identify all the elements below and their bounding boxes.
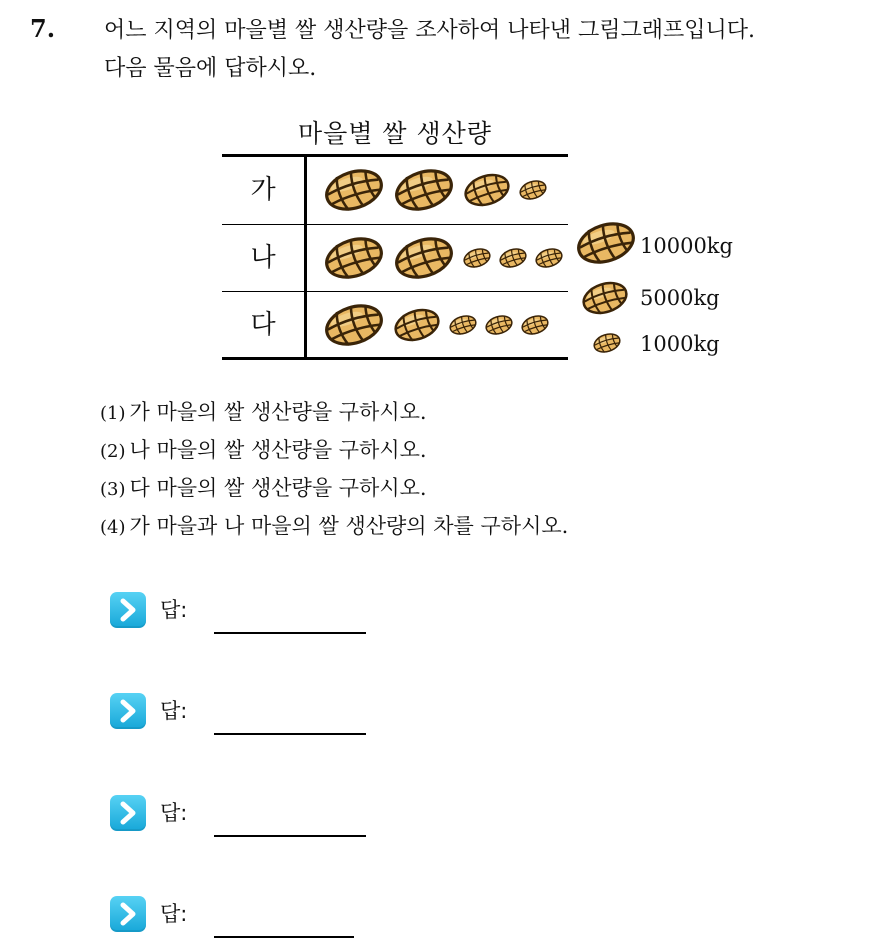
small-rice-sack-icon xyxy=(448,314,478,336)
answer-label: 답: xyxy=(160,699,188,723)
small-rice-sack-icon xyxy=(592,332,622,354)
question-text xyxy=(104,12,874,88)
sub-question-2 xyxy=(100,434,427,464)
village-label: 나 xyxy=(250,243,276,273)
large-rice-sack-icon xyxy=(392,167,456,213)
village-label: 가 xyxy=(250,175,276,205)
chevron-right-icon xyxy=(110,592,146,628)
answer-label: 답: xyxy=(160,598,188,622)
sub-question-4 xyxy=(100,510,568,540)
answer-blank[interactable] xyxy=(214,835,366,837)
large-rice-sack-icon xyxy=(392,235,456,281)
small-rice-sack-icon xyxy=(534,247,564,269)
sub-question-1 xyxy=(100,396,427,426)
pictograph-title: 마을별 쌀 생산량 xyxy=(298,119,492,148)
answer-blank[interactable] xyxy=(214,936,354,938)
chevron-right-icon xyxy=(110,795,146,831)
medium-rice-sack-icon xyxy=(392,307,442,343)
sub-question-text: 나 마을의 쌀 생산량을 구하시오. xyxy=(129,438,427,462)
small-rice-sack-icon xyxy=(484,314,514,336)
pictograph-row xyxy=(222,224,568,292)
large-rice-sack-icon xyxy=(322,167,386,213)
sub-question-number: (2) xyxy=(100,441,126,462)
medium-rice-sack-icon xyxy=(462,172,512,208)
sub-question-number: (1) xyxy=(100,403,126,424)
legend-label: 10000kg xyxy=(640,234,733,258)
small-rice-sack-icon xyxy=(520,314,550,336)
legend-label: 5000kg xyxy=(640,286,720,310)
sub-question-text: 다 마을의 쌀 생산량을 구하시오. xyxy=(129,476,427,500)
pictograph-legend xyxy=(574,220,774,370)
sub-question-number: (4) xyxy=(100,517,126,538)
chevron-right-icon xyxy=(110,896,146,932)
question-line-1: 어느 지역의 마을별 쌀 생산량을 조사하여 나타낸 그림그래프입니다. xyxy=(104,18,756,43)
question-number: 7. xyxy=(30,14,56,43)
village-label: 다 xyxy=(250,310,276,340)
small-rice-sack-icon xyxy=(462,247,492,269)
pictograph-table xyxy=(222,154,568,360)
sub-question-number: (3) xyxy=(100,479,126,500)
legend-label: 1000kg xyxy=(640,332,720,356)
pictograph-row xyxy=(222,291,568,359)
large-rice-sack-icon xyxy=(574,220,638,266)
sub-question-text: 가 마을의 쌀 생산량을 구하시오. xyxy=(129,400,427,424)
question-line-2: 다음 물음에 답하시오. xyxy=(104,56,317,81)
answer-label: 답: xyxy=(160,801,188,825)
sub-question-text: 가 마을과 나 마을의 쌀 생산량의 차를 구하시오. xyxy=(129,514,569,538)
sub-question-3 xyxy=(100,472,427,502)
large-rice-sack-icon xyxy=(322,235,386,281)
medium-rice-sack-icon xyxy=(580,280,630,316)
small-rice-sack-icon xyxy=(518,179,548,201)
chevron-right-icon xyxy=(110,693,146,729)
pictograph-row xyxy=(222,157,568,224)
answer-label: 답: xyxy=(160,902,188,926)
large-rice-sack-icon xyxy=(322,302,386,348)
answer-blank[interactable] xyxy=(214,733,366,735)
small-rice-sack-icon xyxy=(498,247,528,269)
answer-blank[interactable] xyxy=(214,632,366,634)
